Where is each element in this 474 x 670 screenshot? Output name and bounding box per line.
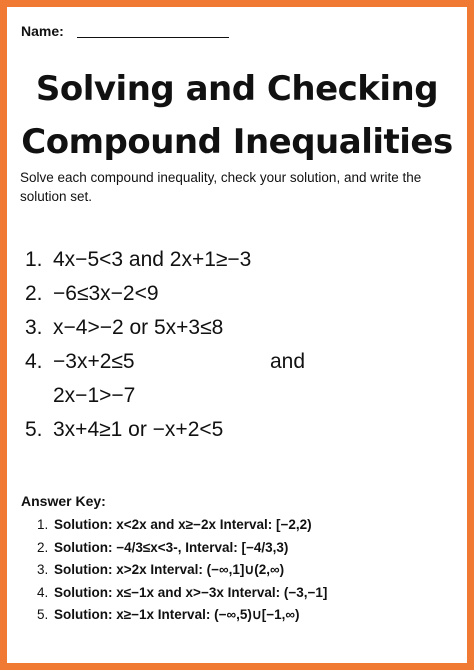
answer-text: Solution: x≤−1x and x>−3x Interval: (−3,−1] bbox=[54, 584, 328, 600]
problem-number: 2. bbox=[25, 282, 43, 305]
problem-number: 4. bbox=[25, 350, 43, 373]
answer-item bbox=[37, 514, 327, 537]
problem-list bbox=[25, 243, 306, 447]
answer-item bbox=[37, 582, 327, 605]
answer-number: 1. bbox=[37, 517, 49, 532]
answer-number: 4. bbox=[37, 584, 49, 600]
answer-item bbox=[37, 537, 327, 560]
problem-item bbox=[25, 311, 251, 345]
problem-item bbox=[25, 277, 251, 311]
problem-text: 3x+4≥1 or −x+2<5 bbox=[53, 418, 224, 441]
answer-text: Solution: x≥−1x Interval: (−∞,5)∪[−1,∞) bbox=[54, 607, 300, 622]
answer-number: 2. bbox=[37, 539, 49, 555]
problem-text: −6≤3x−2<9 bbox=[53, 282, 159, 305]
problem-text: 4x−5<3 and 2x+1≥−3 bbox=[53, 248, 252, 271]
answer-text: Solution: x>2x Interval: (−∞,1]∪(2,∞) bbox=[54, 562, 285, 577]
title-line-2: Compound Inequalities bbox=[21, 122, 453, 162]
problem-item bbox=[25, 243, 251, 277]
answer-item bbox=[37, 559, 327, 582]
answer-text: Solution: x<2x and x≥−2x Interval: [−2,2) bbox=[54, 517, 312, 532]
title-line-1: Solving and Checking bbox=[35, 69, 439, 109]
problem-text: −3x+2≤5 bbox=[53, 350, 135, 373]
problem-text: x−4>−2 or 5x+3≤8 bbox=[53, 316, 224, 339]
answer-item bbox=[37, 604, 327, 627]
problem-connector: and bbox=[270, 350, 306, 373]
answer-number: 5. bbox=[37, 607, 49, 622]
problem-item bbox=[25, 413, 251, 447]
problem-item bbox=[25, 345, 306, 413]
answer-key-title: Answer Key: bbox=[21, 493, 106, 509]
problem-number: 3. bbox=[25, 316, 43, 339]
problem-number: 5. bbox=[25, 418, 43, 441]
name-label: Name: bbox=[21, 23, 64, 39]
answer-number: 3. bbox=[37, 562, 49, 577]
answer-key-list bbox=[37, 514, 327, 627]
instructions-text: Solve each compound inequality, check your solution, and write the solution set. bbox=[20, 170, 422, 204]
name-blank-line bbox=[77, 37, 229, 38]
answer-text: Solution: −4/3≤x<3-, Interval: [−4/3,3) bbox=[54, 539, 289, 555]
problem-number: 1. bbox=[25, 248, 43, 271]
page-title bbox=[7, 63, 467, 169]
problem-continuation: 2x−1>−7 bbox=[53, 384, 136, 407]
